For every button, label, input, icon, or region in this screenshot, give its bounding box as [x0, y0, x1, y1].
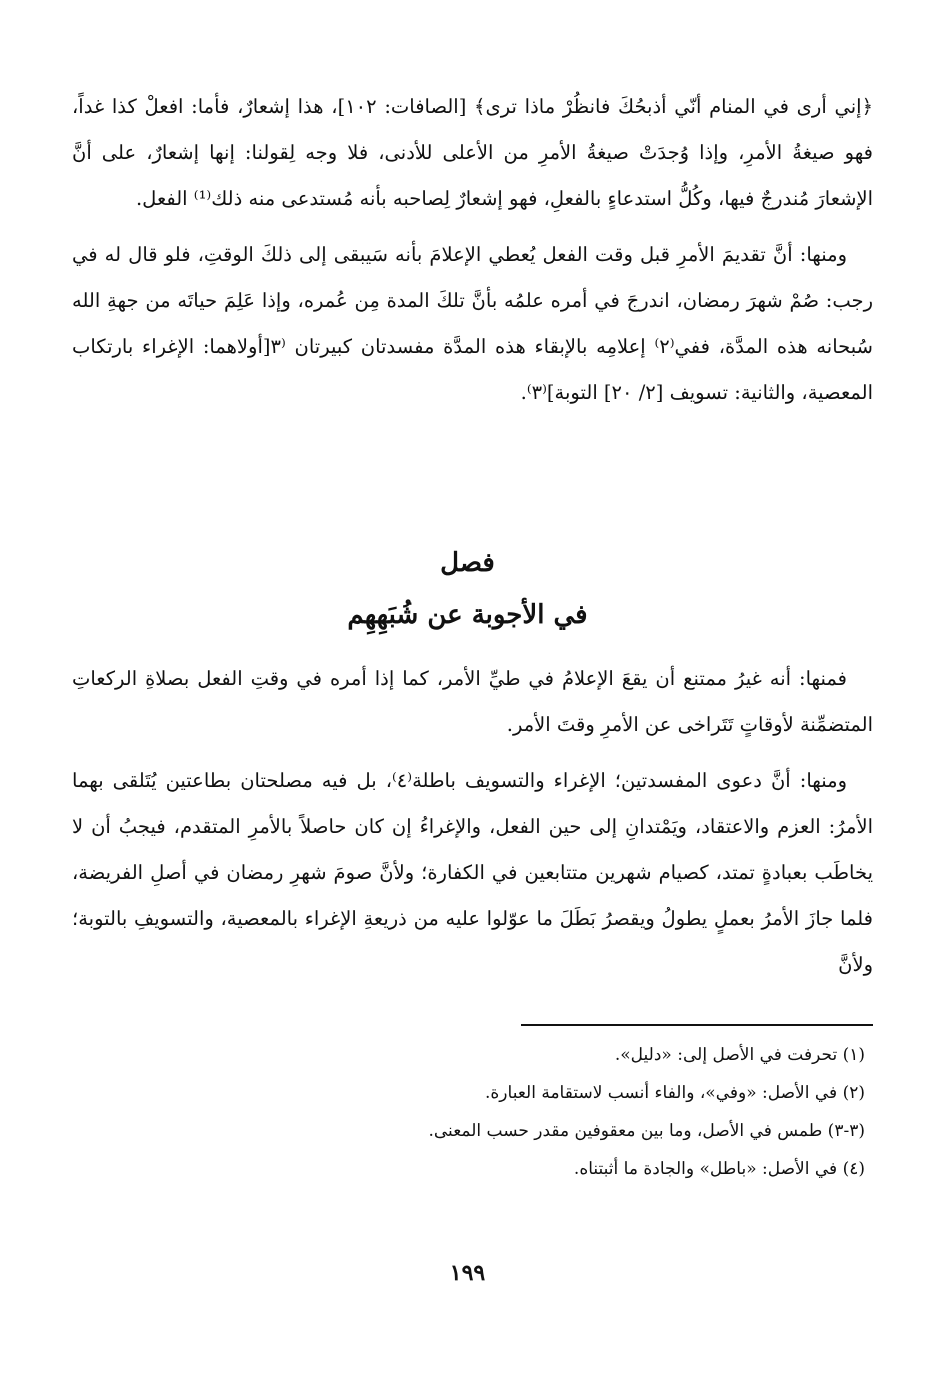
- paragraph-second-objection: ومنها: أنَّ تقديمَ الأمرِ قبل وقت الفعل يُعطي الإعلامَ بأنه سَيبقى إلى ذلكَ الوقتِ، فلو قال له في رجب: صُمْ شهرَ رمضان، اندرجَ في أمره علمُه بأنَّ تلكَ المدة مِن عُمره، وإذا عَلِمَ حياتَه من جهةِ الله سُبحانه هذه المدَّة، ففي⁽٢⁾ إعلامِه بالإبقاء هذه المدَّة مفسدتان كبيرتان ⁽٣[أولاهما: الإغراء بارتكاب المعصية، والثانية: تسويف [٢/ ٢٠] التوبة]⁽٣⁾.: [72, 243, 873, 404]
- page-number: ١٩٩: [449, 1260, 486, 1286]
- footnotes: [120, 1036, 865, 1188]
- section-heading-subtitle: في الأجوبة عن شُبَهِهِم: [347, 600, 588, 630]
- footnote-1: (١) تحرفت في الأصل إلى: «دليل».: [614, 1045, 865, 1065]
- footnote-divider: [521, 1024, 873, 1026]
- section-heading-fasl: فصل: [440, 548, 495, 578]
- bottom-text-block: [72, 656, 873, 988]
- paragraph-first-answer: فمنها: أنه غيرُ ممتنع أن يقعَ الإعلامُ في طيِّ الأمر، كما إذا أمره في وقتِ الفعل بصلاةِ الركعاتِ المتضمِّنة لأوقاتٍ تَتَراخى عن الأمرِ وقتَ الأمر.: [72, 667, 873, 736]
- footnote-3: (٣-٣) طمس في الأصل، وما بين معقوفين مقدر حسب المعنى.: [428, 1121, 865, 1141]
- top-text-block: [72, 84, 873, 416]
- footnote-4: (٤) في الأصل: «باطل» والجادة ما أثبتناه.: [573, 1159, 865, 1179]
- paragraph-second-answer: ومنها: أنَّ دعوى المفسدتين؛ الإغراء والتسويف باطلة⁽٤⁾، بل فيه مصلحتان بطاعتين يُتَلقى بهما الأمرُ: العزم والاعتقاد، ويَمْتدانِ إلى حين الفعل، والإغراءُ إن كان حاصلاً بالأمرِ المتقدم، فيجبُ أن لا يخاطَب بعبادةٍ تمتد، كصيام شهرين متتابعين في الكفارة؛ ولأنَّ صومَ شهرِ رمضان في أصلِ الفريضة، فلما جازَ الأمرُ بعملٍ يطولُ ويقصرُ بَطَلَ ما عوّلوا عليه من ذريعةِ الإغراء بالمعصية، والتسويفِ بالتوبة؛ ولأنَّ: [72, 769, 873, 976]
- footnote-2: (٢) في الأصل: «وفي»، والفاء أنسب لاستقامة العبارة.: [485, 1083, 865, 1103]
- paragraph-quran-verse: ﴿إني أرى في المنام أنّي أذبحُكَ فانظُرْ ماذا ترى﴾ [الصافات: ١٠٢]، هذا إشعارٌ، فأما: افعلْ كذا غداً، فهو صيغةُ الأمرِ، وإذا وُجدَتْ صيغةُ الأمرِ من الأعلى للأدنى، فلا وجه لِقولنا: إنها إشعارٌ، على أنَّ الإشعارَ مُندرجٌ فيها، وكُلُّ استدعاءٍ بالفعلِ، فهو إشعارٌ لِصاحبه بأنه مُستدعى منه ذلك⁽¹⁾ الفعل.: [72, 95, 873, 210]
